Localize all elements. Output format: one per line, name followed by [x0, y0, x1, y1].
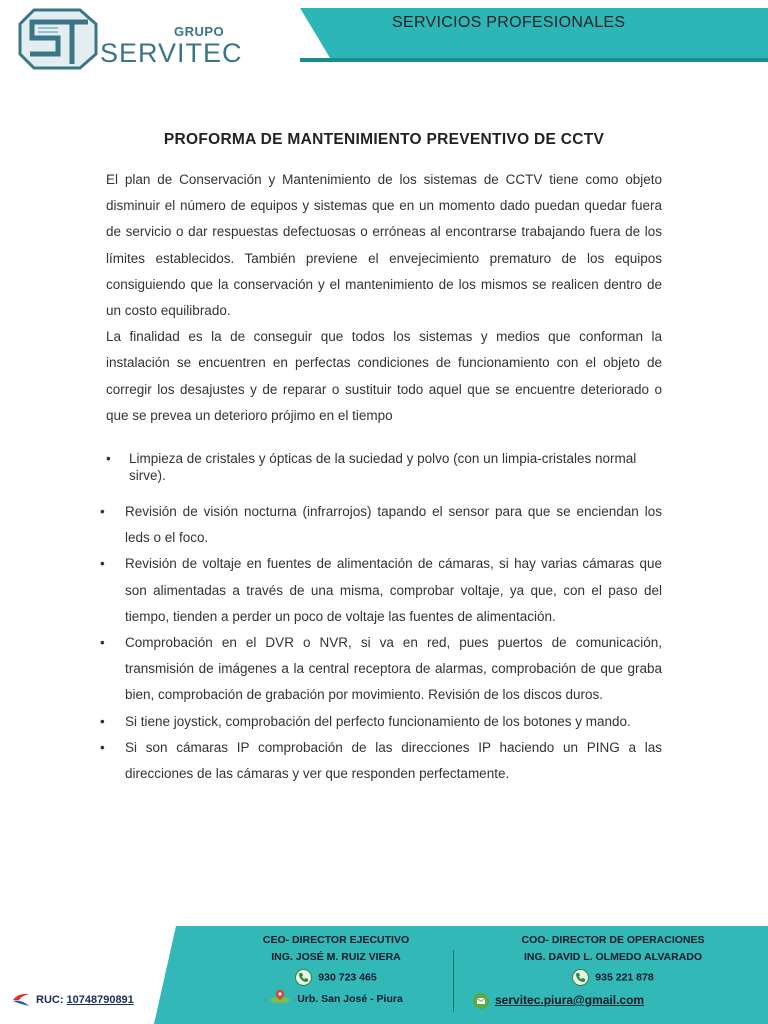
list-item-text: Revisión de visión nocturna (infrarrojos) tapando el sensor para que se enciendan los leds o el foco. [125, 504, 662, 546]
ceo-phone: 930 723 465 [318, 971, 377, 984]
list-item [100, 709, 662, 735]
list-item-text: Limpieza de cristales y ópticas de la suciedad y polvo (con un limpia-cristales normal sirve). [129, 451, 637, 483]
email-link[interactable]: servitec.piura@gmail.com [495, 993, 645, 1008]
list-item [100, 499, 662, 551]
list-item-cleaning [106, 450, 662, 484]
bullet-icon: • [100, 739, 105, 755]
list-item [100, 551, 662, 630]
bullet-icon: • [100, 713, 105, 729]
address-row [248, 989, 424, 1006]
header-title: SERVICIOS PROFESIONALES [392, 14, 626, 31]
logo-company-name: SERVITEC [100, 38, 243, 68]
coo-role: COO- DIRECTOR DE OPERACIONES [521, 934, 705, 946]
coo-phone-row [503, 969, 723, 986]
document-body [106, 167, 662, 429]
ruc-label: RUC: [36, 993, 64, 1006]
coo-phone: 935 221 878 [595, 971, 654, 984]
ruc-logo-icon [12, 992, 30, 1008]
logo-grupo-text: GRUPO [174, 24, 225, 39]
phone-icon [295, 969, 312, 986]
list-item [100, 735, 662, 787]
email-row [473, 993, 644, 1009]
ruc-number: 10748790891 [66, 993, 134, 1006]
list-item-text: Si son cámaras IP comprobación de las direcciones IP haciendo un PING a las direcciones de las cámaras y ver que responden perfectamente. [125, 739, 662, 782]
document-title: PROFORMA DE MANTENIMIENTO PREVENTIVO DE CCTV [163, 131, 605, 148]
list-item-text: Revisión de voltaje en fuentes de alimentación de cámaras, si hay varias cámaras que son alimentadas a través de una misma, comprobar voltaje, ya que, con el paso del tiempo, tienden a perder un poco de voltaje las fuentes de alimentación. [125, 556, 662, 624]
bullet-icon: • [100, 556, 105, 572]
ceo-phone-row [248, 969, 424, 986]
address: Urb. San José - Piura [297, 992, 403, 1005]
servitec-st-logo-icon [18, 8, 98, 70]
bullet-icon: • [100, 504, 105, 519]
maintenance-list [100, 499, 662, 787]
location-pin-icon [269, 989, 291, 1009]
company-logo [18, 8, 258, 70]
ceo-name: ING. JOSÉ M. RUIZ VIERA [271, 951, 401, 963]
coo-contact-block [503, 932, 723, 986]
ruc-row [12, 992, 134, 1008]
ceo-contact-block [248, 932, 424, 1006]
phone-icon [572, 969, 589, 986]
ceo-role: CEO- DIRECTOR EJECUTIVO [262, 934, 410, 946]
list-item [100, 630, 662, 709]
purpose-paragraph: La finalidad es la de conseguir que todos los sistemas y medios que conforman la instalación se encuentren en perfectas condiciones de funcionamiento con el objeto de corregir los desajustes y de reparar o sustituir todo aquel que se encuentre deteriorado o que se prevea un deterioro prójimo en el tiempo [106, 329, 662, 423]
list-item-text: Si tiene joystick, comprobación del perfecto funcionamiento de los botones y mando. [125, 713, 631, 729]
header-underline [300, 58, 768, 62]
list-item-text: Comprobación en el DVR o NVR, si va en red, pues puertos de comunicación, transmisión de imágenes a la central receptora de alarmas, comprobación de que graba bien, comprobación de grabación por movimiento. Revisión de los discos duros. [125, 635, 662, 703]
coo-name: ING. DAVID L. OLMEDO ALVARADO [523, 951, 703, 963]
email-icon [473, 993, 489, 1009]
footer-divider [453, 950, 454, 1012]
intro-paragraph: El plan de Conservación y Mantenimiento de los sistemas de CCTV tiene como objeto disminuir el número de equipos y sistemas que en un momento dado puedan quedar fuera de servicio o dar respuestas defectuosas o erróneas al encontrarse trabajando fuera de los límites establecidos. También previene el envejecimiento prematuro de los equipos consiguiendo que la conservación y el mantenimiento de los mismos se realicen dentro de un costo equilibrado. [106, 172, 662, 319]
bullet-icon: • [100, 635, 105, 651]
bullet-icon: • [106, 451, 111, 466]
